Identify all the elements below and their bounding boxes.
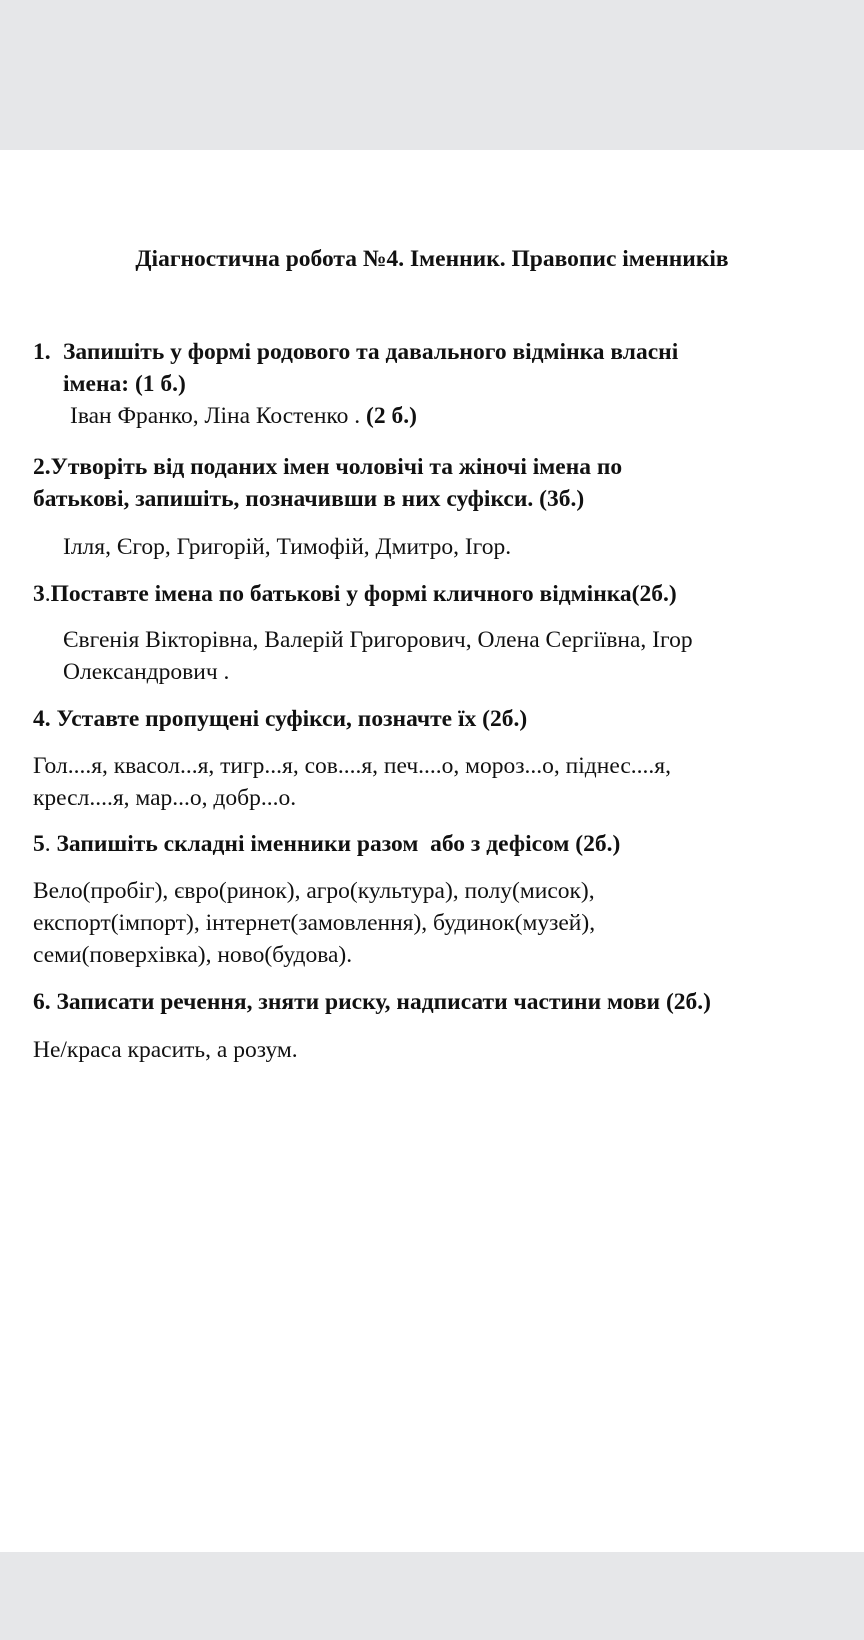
task-5-prompt-text: Запишіть складні іменники разом або з дефісом (2б.): [50, 831, 621, 857]
task-5-prompt: [33, 828, 620, 860]
document-page: [0, 150, 864, 1552]
task-1-content: [70, 400, 417, 432]
task-1-number: 1.: [33, 339, 51, 365]
task-1-points: (2 б.): [366, 403, 417, 429]
task-6-content: Не/краса красить, а розум.: [33, 1037, 298, 1063]
task-5-content-line3: семи(поверхівка), ново(будова).: [33, 942, 353, 968]
task-5-content-line2: експорт(імпорт), інтернет(замовлення), будинок(музей),: [33, 910, 596, 936]
task-2-prompt-line2: батькові, запишіть, позначивши в них суфікси. (3б.): [33, 486, 585, 512]
task-3-content-line1: Євгенія Вікторівна, Валерій Григорович, Олена Сергіївна, Ігор: [63, 627, 693, 653]
task-3-dot: .: [44, 581, 51, 607]
task-5-number: 5: [33, 831, 45, 857]
task-5-dot: .: [44, 831, 51, 857]
task-1-prompt-line1: Запишіть у формі родового та давального відмінка власні: [63, 339, 679, 365]
task-4-prompt: 4. Уставте пропущені суфікси, позначте їх (2б.): [33, 706, 528, 732]
task-2-prompt-line1: 2.Утворіть від поданих імен чоловічі та жіночі імена по: [33, 454, 623, 480]
task-3-prompt: [33, 578, 677, 610]
task-3-content-line2: Олександрович .: [63, 659, 230, 685]
task-3-prompt-text: Поставте імена по батькові у формі кличного відмінка(2б.): [50, 581, 677, 607]
task-3-number: 3: [33, 581, 45, 607]
task-1-names: Іван Франко, Ліна Костенко .: [70, 403, 367, 429]
task-5-content-line1: Вело(пробіг), євро(ринок), агро(культура), полу(мисок),: [33, 878, 595, 904]
task-4-content-line1: Гол....я, квасол...я, тигр...я, сов....я, печ....о, мороз...о, піднес....я,: [33, 753, 671, 779]
task-1-prompt-line2: імена: (1 б.): [63, 371, 186, 397]
task-4-content-line2: кресл....я, мар...о, добр...о.: [33, 785, 297, 811]
page-title: Діагностична робота №4. Іменник. Правопис іменників: [135, 246, 729, 272]
task-2-content: Ілля, Єгор, Григорій, Тимофій, Дмитро, Ігор.: [63, 534, 512, 560]
task-6-prompt: 6. Записати речення, зняти риску, надписати частини мови (2б.): [33, 989, 711, 1015]
